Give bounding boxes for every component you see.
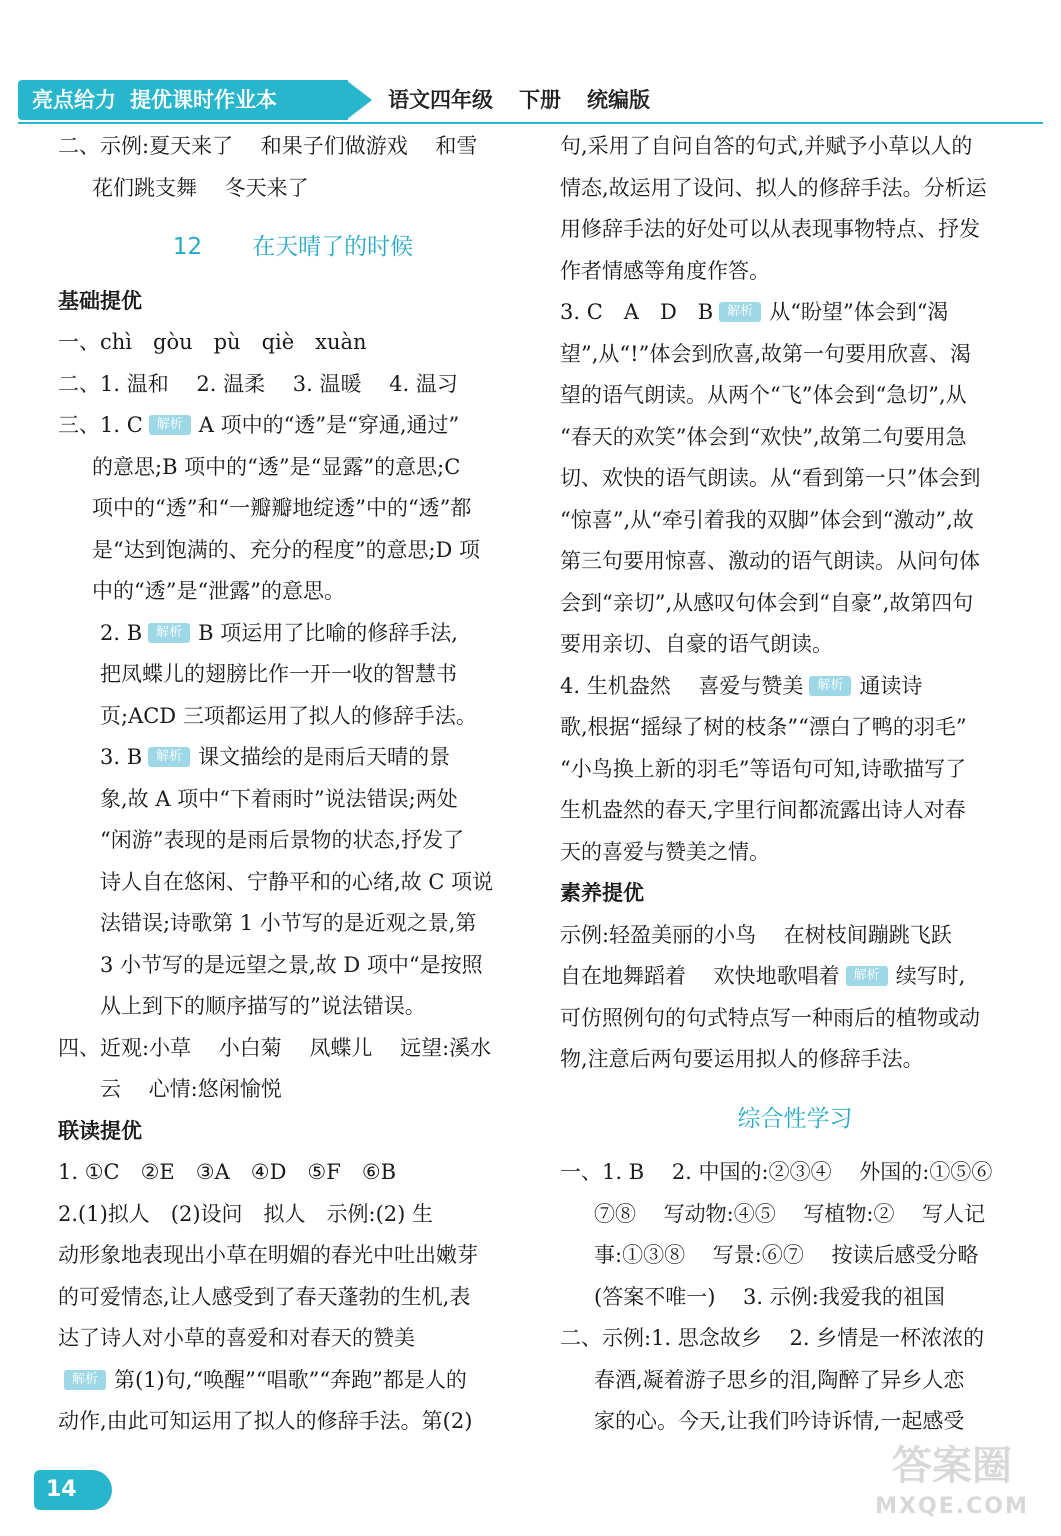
answer-text: 动形象地表现出小草在明媚的春光中吐出嫩芽 (58, 1243, 478, 1267)
answer-text: 一、1. B 2. 中国的:②③④ 外国的:①⑤⑥ (560, 1160, 993, 1184)
answer-text: 的可爱情态,让人感受到了春天蓬勃的生机,表 (58, 1284, 471, 1309)
answer-text: 物,注意后两句要运用拟人的修辞手法。 (560, 1047, 924, 1071)
answer-text: 3. C A D B (560, 300, 714, 324)
answer-text: 作者情感等角度作答。 (560, 258, 770, 283)
answer-text: 示例:轻盈美丽的小鸟 在树枝间蹦跳飞跃 (560, 922, 952, 947)
answer-line (560, 790, 1030, 832)
answer-line (58, 405, 528, 447)
answer-line (58, 613, 528, 655)
answer-text: 切、欢快的语气朗读。从“看到第一只”体会到 (560, 466, 981, 490)
analysis-tag: 解析 (148, 747, 190, 767)
answer-text: 事:①③⑧ 写景:⑥⑦ 按读后感受分略 (594, 1243, 979, 1267)
answer-text: 第三句要用惊喜、激动的语气朗读。从问句体 (560, 549, 980, 573)
answer-line (58, 903, 528, 945)
subject-info (388, 80, 676, 120)
answer-line (58, 820, 528, 862)
lesson-title (560, 1081, 1030, 1153)
answer-text: 象,故 A 项中“下着雨时”说法错误;两处 (100, 786, 458, 811)
lesson-number: 12 (172, 234, 203, 260)
answer-text: 2.(1)拟人 (2)设问 拟人 示例:(2) 生 (58, 1201, 434, 1226)
answer-line (58, 447, 528, 489)
analysis-tag: 解析 (64, 1370, 106, 1390)
right-column (560, 126, 1030, 1443)
left-column (58, 126, 528, 1443)
page-header (18, 80, 1043, 124)
answer-text: ⑦⑧ 写动物:④⑤ 写植物:② 写人记 (594, 1201, 986, 1226)
answer-line (58, 571, 528, 613)
analysis-tag: 解析 (148, 623, 190, 643)
answer-line (58, 322, 528, 364)
answer-text: 用修辞手法的好处可以从表现事物特点、抒发 (560, 217, 980, 241)
answer-line (560, 292, 1030, 334)
answer-line (58, 364, 528, 406)
answer-text: 四、近观:小草 小白菊 凤蝶儿 远望:溪水 (58, 1035, 492, 1060)
answer-text: 4. 生机盎然 喜爱与赞美 (560, 673, 804, 698)
answer-line (560, 666, 1030, 708)
answer-line (58, 862, 528, 904)
answer-text: 可仿照例句的句式特点写一种雨后的植物或动 (560, 1005, 980, 1030)
answer-text: 是“达到饱满的、充分的程度”的意思;D 项 (92, 537, 481, 562)
answer-text: 3 小节写的是远望之景,故 D 项中“是按照 (100, 952, 483, 977)
answer-line (58, 1152, 528, 1194)
lesson-name: 综合性学习 (737, 1105, 853, 1132)
answer-text: 句,采用了自问自答的句式,并赋予小草以人的 (560, 134, 973, 158)
answer-text: “春天的欢笑”体会到“欢快”,故第二句要用急 (560, 424, 967, 449)
answer-text: 要用亲切、自豪的语气朗读。 (560, 632, 833, 656)
answer-line (58, 1069, 528, 1111)
banner-arrow (346, 80, 372, 120)
answer-text: 2. B (100, 620, 143, 645)
answer-text: 中的“透”是“泄露”的意思。 (92, 579, 345, 603)
answer-text: 把凤蝶儿的翅膀比作一开一收的智慧书 (100, 662, 457, 686)
header-rule (18, 122, 1043, 124)
answer-line (560, 251, 1030, 293)
answer-line (560, 956, 1030, 998)
lesson-name: 在天晴了的时候 (252, 234, 414, 260)
answer-line (58, 1235, 528, 1277)
analysis-tag: 解析 (846, 966, 888, 986)
analysis-text: A 项中的“透”是“穿通,通过” (198, 413, 460, 437)
answer-line (560, 998, 1030, 1040)
answer-text: 云 心情:悠闲愉悦 (100, 1077, 282, 1101)
answer-line (58, 945, 528, 987)
answer-text: 歌,根据“摇绿了树的枝条”“漂白了鸭的羽毛” (560, 715, 967, 739)
answer-line (58, 1028, 528, 1070)
answer-text: 3. B (100, 745, 143, 769)
answer-line (560, 707, 1030, 749)
answer-line (560, 832, 1030, 874)
answer-line (560, 1039, 1030, 1081)
answer-line (560, 209, 1030, 251)
answer-line (58, 1360, 528, 1402)
answer-line (58, 1194, 528, 1236)
answer-text: 1. ①C ②E ③A ④D ⑤F ⑥B (58, 1160, 397, 1184)
answer-text: 从上到下的顺序描写的”说法错误。 (100, 994, 426, 1018)
subject-edition: 统编版 (587, 88, 650, 112)
answer-line (560, 334, 1030, 376)
answer-line (58, 168, 528, 210)
answer-text: “小鸟换上新的羽毛”等语句可知,诗歌描写了 (560, 756, 967, 781)
answer-text: 望”,从“!”体会到欣喜,故第一句要用欣喜、渴 (560, 341, 971, 366)
answer-line (58, 1277, 528, 1319)
lesson-title (58, 209, 528, 281)
subject-volume: 下册 (519, 88, 561, 112)
analysis-text: 课文描绘的是雨后天晴的景 (198, 745, 451, 769)
answer-text: 望的语气朗读。从两个“飞”体会到“急切”,从 (560, 383, 967, 407)
answer-text: 一、chì gòu pù qiè xuàn (58, 330, 367, 354)
answer-line (560, 1401, 1030, 1443)
answer-text: 情态,故运用了设问、拟人的修辞手法。分析运 (560, 175, 987, 200)
answer-line (560, 458, 1030, 500)
watermark-logo (872, 1440, 1032, 1530)
answer-line (560, 375, 1030, 417)
header-banner (18, 80, 348, 120)
answer-line (560, 168, 1030, 210)
answer-text: 诗人自在悠闲、宁静平和的心绪,故 C 项说 (100, 869, 494, 894)
analysis-text: 从“盼望”体会到“渴 (769, 300, 949, 324)
answer-text: 自在地舞蹈着 欢快地歌唱着 (560, 964, 840, 988)
answer-line (560, 915, 1030, 957)
answer-line (58, 488, 528, 530)
answer-text: 家的心。今天,让我们吟诗诉情,一起感受 (594, 1409, 965, 1433)
answer-line (58, 986, 528, 1028)
answer-text: 春酒,凝着游子思乡的泪,陶醉了异乡人恋 (594, 1367, 965, 1392)
analysis-tag: 解析 (719, 302, 761, 322)
answer-line (58, 696, 528, 738)
answer-text: “惊喜”,从“牵引着我的双脚”体会到“激动”,故 (560, 507, 974, 532)
answer-text: 二、示例:夏天来了 和果子们做游戏 和雪 (58, 134, 478, 158)
answer-line (560, 126, 1030, 168)
answer-line (560, 1194, 1030, 1236)
answer-text: 项中的“透”和“一瓣瓣地绽透”中的“透”都 (92, 496, 472, 520)
answer-text: 会到“亲切”,从感叹句体会到“自豪”,故第四句 (560, 590, 974, 615)
answer-text: 生机盎然的春天,字里行间都流露出诗人对春 (560, 798, 966, 822)
answer-line (560, 624, 1030, 666)
answer-line (58, 654, 528, 696)
answer-text: 页;ACD 三项都运用了拟人的修辞手法。 (100, 703, 477, 728)
answer-line (560, 1235, 1030, 1277)
answer-line (560, 1152, 1030, 1194)
watermark-text: 答案圈 (892, 1443, 1012, 1489)
answer-line (560, 1318, 1030, 1360)
answer-line (58, 1401, 528, 1443)
section-heading: 联读提优 (58, 1118, 142, 1143)
answer-text: 天的喜爱与赞美之情。 (560, 839, 770, 864)
answer-line (58, 737, 528, 779)
answer-text: “闲游”表现的是雨后景物的状态,抒发了 (100, 828, 465, 852)
answer-text: 法错误;诗歌第 1 小节写的是近观之景,第 (100, 911, 477, 935)
answer-text: 三、1. C (58, 413, 143, 437)
subject-grade: 语文四年级 (388, 88, 493, 112)
book-name: 提优课时作业本 (130, 88, 277, 112)
answer-line (58, 1318, 528, 1360)
analysis-text: B 项运用了比喻的修辞手法, (198, 620, 458, 645)
answer-text: 二、示例:1. 思念故乡 2. 乡情是一杯浓浓的 (560, 1326, 985, 1350)
answer-line (560, 541, 1030, 583)
answer-text: (答案不唯一) 3. 示例:我爱我的祖国 (594, 1284, 945, 1309)
answer-line (58, 530, 528, 572)
watermark-domain: MXQE.COM (875, 1494, 1029, 1519)
analysis-tag: 解析 (149, 415, 191, 435)
answer-text: 二、1. 温和 2. 温柔 3. 温暖 4. 温习 (58, 371, 458, 396)
answer-text: 的意思;B 项中的“透”是“显露”的意思;C (92, 454, 461, 479)
answer-text: 花们跳支舞 冬天来了 (92, 175, 309, 200)
analysis-text: 续写时, (895, 964, 966, 988)
brand-name: 亮点给力 (32, 88, 116, 112)
analysis-text: 通读诗 (859, 673, 923, 698)
section-heading: 素养提优 (560, 881, 644, 905)
answer-line (560, 583, 1030, 625)
answer-line (560, 500, 1030, 542)
analysis-text: 第(1)句,“唤醒”“唱歌”“奔跑”都是人的 (114, 1367, 467, 1392)
answer-line (58, 779, 528, 821)
analysis-tag: 解析 (809, 676, 851, 696)
section-heading: 基础提优 (58, 288, 142, 313)
page-number: 14 (34, 1470, 112, 1510)
answer-text: 达了诗人对小草的喜爱和对春天的赞美 (58, 1326, 415, 1350)
answer-line (560, 1360, 1030, 1402)
answer-line (560, 1277, 1030, 1319)
answer-text: 动作,由此可知运用了拟人的修辞手法。第(2) (58, 1409, 473, 1433)
answer-line (560, 417, 1030, 459)
answer-line (560, 749, 1030, 791)
answer-line (58, 126, 528, 168)
